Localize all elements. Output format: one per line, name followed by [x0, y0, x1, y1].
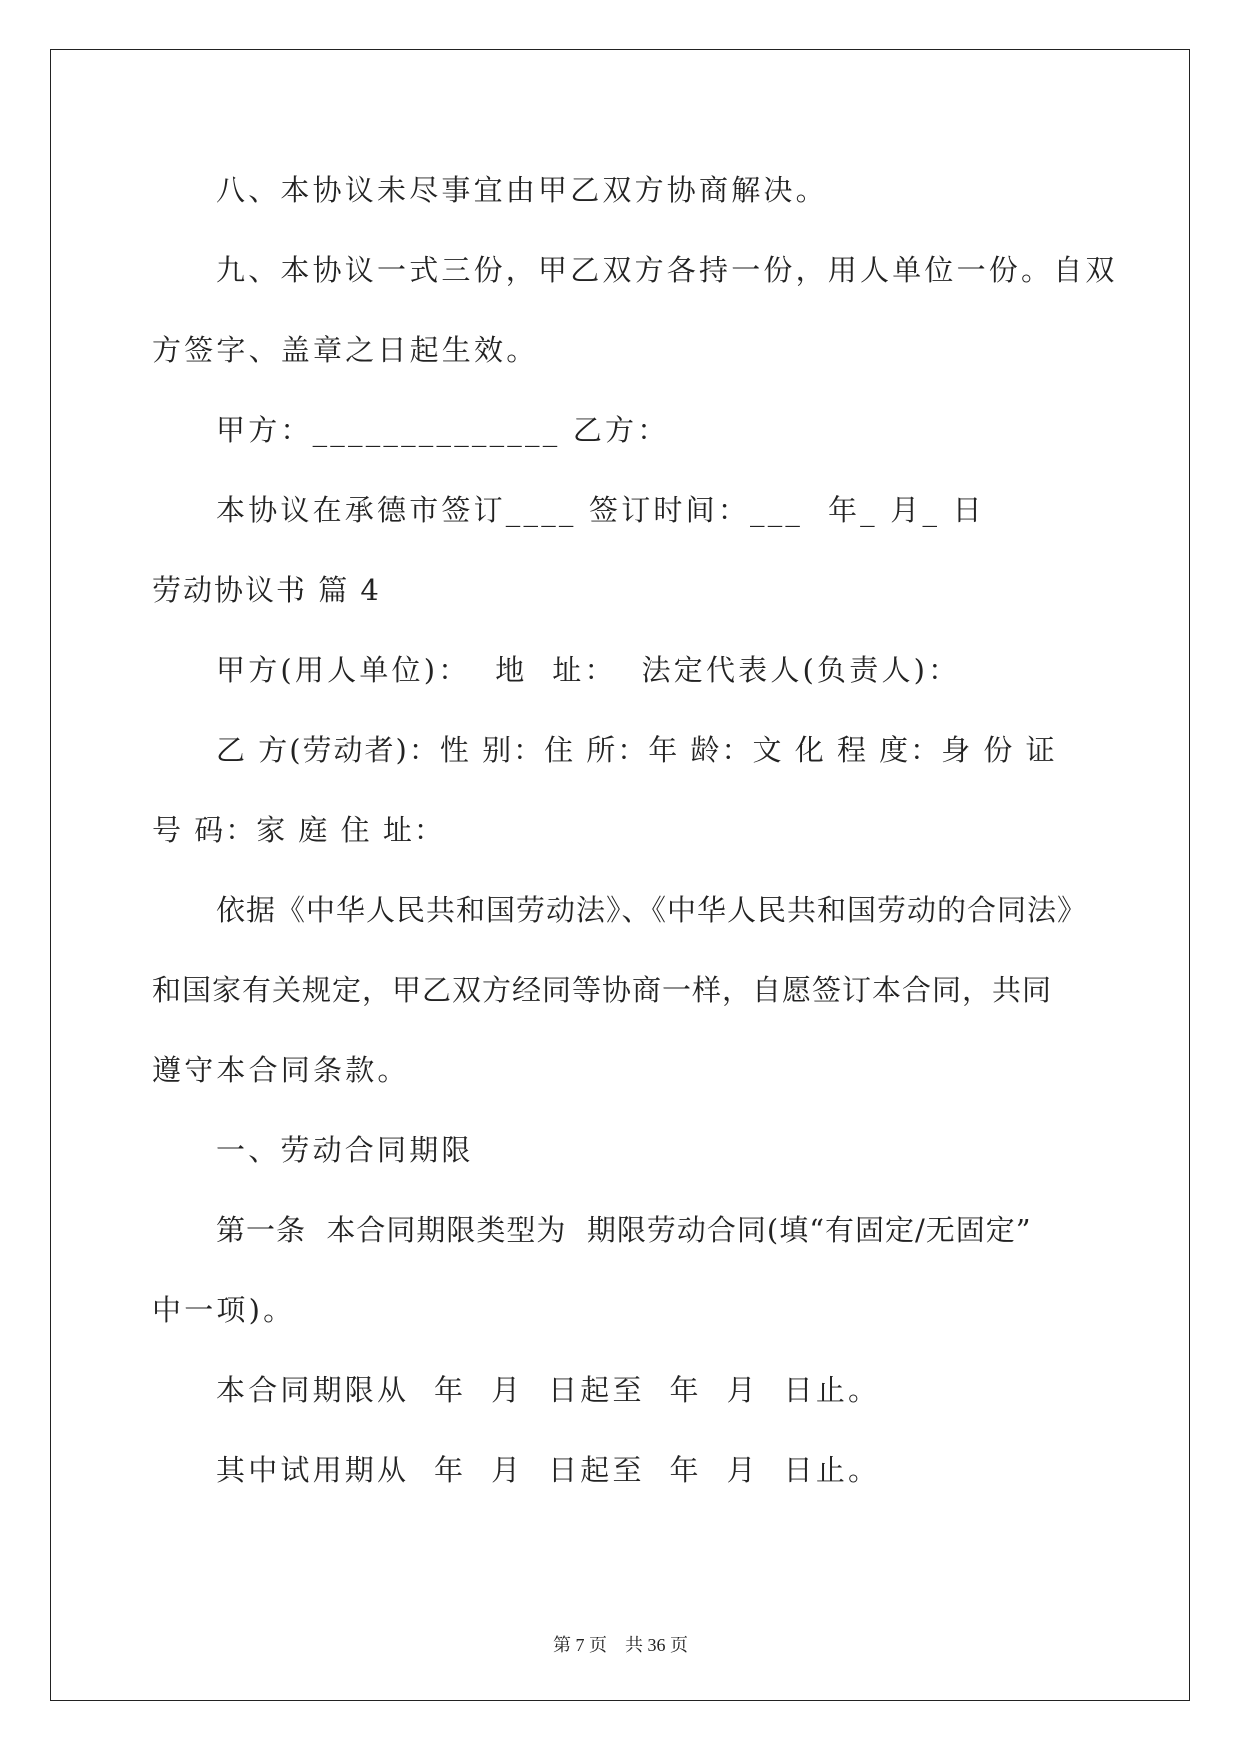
basis-paragraph-line-1: 依据《中华人民共和国劳动法》、《中华人民共和国劳动的合同法》 — [216, 893, 1088, 927]
article-one-line-1: 第一条 本合同期限类型为 期限劳动合同(填“有固定/无固定” — [216, 1213, 1032, 1247]
party-b-info-line-1: 乙 方(劳动者)：性 别：住 所：年 龄：文 化 程 度：身 份 证 — [216, 733, 1057, 767]
basis-paragraph-line-2: 和国家有关规定，甲乙双方经同等协商一样，自愿签订本合同，共同 — [152, 973, 1053, 1007]
probation-period-line: 其中试用期从 年 月 日起至 年 月 日止。 — [216, 1453, 881, 1487]
clause-nine-line-2: 方签字、盖章之日起生效。 — [152, 333, 539, 367]
party-a-info: 甲方(用人单位)： 地 址： 法定代表人(负责人)： — [216, 653, 961, 687]
basis-paragraph-line-3: 遵守本合同条款。 — [152, 1053, 410, 1087]
signing-place-date-line: 本协议在承德市签订____ 签订时间：___ 年_ 月_ 日 — [216, 493, 985, 527]
clause-nine-line-1: 九、本协议一式三份，甲乙双方各持一份，用人单位一份。自双 — [216, 253, 1118, 287]
contract-period-line: 本合同期限从 年 月 日起至 年 月 日止。 — [216, 1373, 881, 1407]
clause-eight: 八、本协议未尽事宜由甲乙双方协商解决。 — [216, 173, 828, 207]
contract-term-heading: 一、劳动合同期限 — [216, 1133, 474, 1167]
page-number-footer: 第 7 页 共 36 页 — [553, 1635, 688, 1655]
party-b-info-line-2: 号 码：家 庭 住 址： — [152, 813, 445, 847]
article-one-line-2: 中一项)。 — [152, 1293, 296, 1327]
signature-party-line: 甲方：______________ 乙方： — [216, 413, 670, 447]
section-heading: 劳动协议书 篇 4 — [152, 573, 381, 607]
